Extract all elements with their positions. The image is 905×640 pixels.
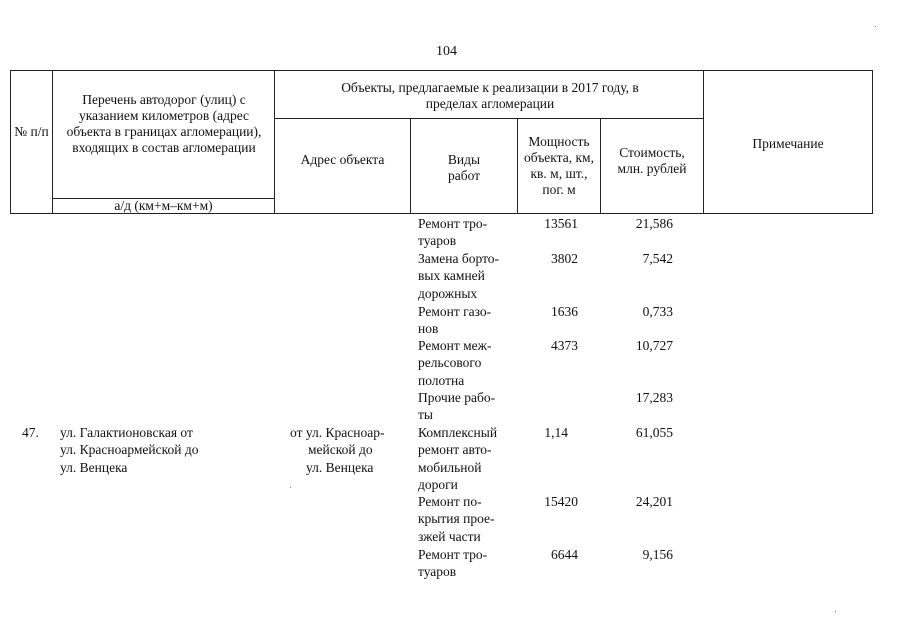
work-type: Прочие рабо- ты: [418, 390, 496, 423]
work-type: Ремонт меж- рельсового полотна: [418, 338, 492, 388]
capacity-value: 3802: [551, 251, 578, 266]
cost-value: 24,201: [635, 494, 673, 509]
scan-speck: [875, 26, 876, 27]
header-works: Виды работ: [447, 152, 481, 183]
capacity-value: 6644: [551, 547, 578, 562]
work-type: Ремонт газо- нов: [418, 304, 492, 337]
work-type: Ремонт тро- туаров: [418, 547, 488, 580]
cost-value: 9,156: [642, 547, 673, 562]
header-capacity: Мощность объекта, км, кв. м, шт., пог. м: [524, 134, 594, 197]
scan-speck: [290, 487, 291, 488]
cost-value: 17,283: [635, 390, 673, 405]
capacity-value: 15420: [544, 494, 578, 509]
header-roads-sub: а/д (км+м–км+м): [114, 198, 213, 213]
header-roads: Перечень автодорог (улиц) с указанием километров (адрес объекта в границах агломерации), входящих в состав агломерации: [66, 92, 262, 155]
work-type: Ремонт тро- туаров: [418, 216, 488, 249]
capacity-value: 1,14: [544, 425, 568, 440]
cost-value: 0,733: [642, 304, 673, 319]
page-number: 104: [436, 44, 457, 59]
header-address: Адрес объекта: [300, 152, 385, 167]
work-type: Комплексный ремонт авто- мобильной дороги: [418, 425, 498, 493]
header-objects: Объекты, предлагаемые к реализации в 2017 году, в пределах агломерации: [341, 80, 639, 111]
cost-value: 7,542: [642, 251, 673, 266]
row-number: 47.: [22, 425, 39, 440]
header-no: № п/п: [14, 124, 49, 139]
cost-value: 10,727: [635, 338, 673, 353]
capacity-value: 13561: [544, 216, 578, 231]
capacity-value: 1636: [551, 304, 578, 319]
header-note: Примечание: [752, 136, 824, 151]
header-cost: Стоимость, млн. рублей: [617, 145, 687, 176]
road-name: ул. Галактионовская от ул. Красноармейской до ул. Венцека: [60, 425, 199, 475]
work-type: Ремонт по- крытия прое- зжей части: [418, 494, 495, 544]
cost-value: 61,055: [635, 425, 673, 440]
object-address: от ул. Красноар- мейской до ул. Венцека: [290, 425, 385, 475]
scan-speck: [835, 611, 836, 612]
work-type: Замена борто- вых камней дорожных: [418, 251, 500, 301]
capacity-value: 4373: [551, 338, 578, 353]
cost-value: 21,586: [635, 216, 673, 231]
